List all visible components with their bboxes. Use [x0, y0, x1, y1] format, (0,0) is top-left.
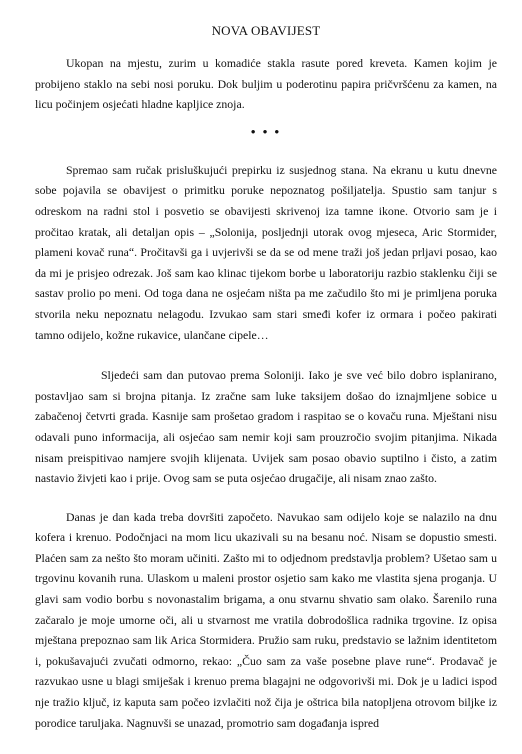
document-title: NOVA OBAVIJEST: [211, 23, 321, 38]
paragraph-4: Danas je dan kada treba dovršiti započeto. Navukao sam odijelo koje se nalazilo na dnu kofera i krenuo. Podočnjaci na mom licu ukazivali su na besanu noć. Nisam se dopustio smesti. Plaćen sam za nešto što moram učiniti. Zašto mi to odjednom predstavlja problem? Ušetao sam u trgovinu kovanih runa. Ulaskom u maleni prostor osjetio sam kako me vlastita sjena proganja. U glavi sam vodio borbu s novonastalim brigama, a onu stvarnu shvatio sam olako. Šarenilo runa začaralo je moje umorne oči, ali u stvarnost me vratila dobrodošlica radnika trgovine. Iz opisa mještana prepoznao sam lik Arica Stormidera. Pružio sam ruku, predstavio se lažnim identitetom i, pokušavajući zvučati odmorno, rekao: „Čuo sam za vaše posebne plave rune“. Prodavač je razvukao usne u blagi smiješak i krenuo prema blagajni ne odgovorivši mi. Dok je u ladici ispod nje tražio ključ, iz kaputa sam počeo izvlačiti nož čija je oštrica bila natopljena otrovom biljke iz porodice taruljaka. Nagnuvši se unazad, promotrio sam događanja ispred: [35, 509, 497, 730]
paragraph-gap: [35, 345, 497, 365]
paragraph-gap: [35, 489, 497, 507]
paragraph-2: Spremao sam ručak prisluškujući prepirku iz susjednog stana. Na ekranu u kutu dnevne sobe pojavila se obavijest o primitku poruke nepoznatog pošiljatelja. Spustio sam tanjur s odreskom na radni stol i posvetio se obavijesti skrivenoj iza tamne ikone. Otvorio sam je i pročitao kratak, ali detaljan opis – „Solonija, posljednji utorak ovog mjeseca, Aric Stormider, plameni kovač runa“. Pročitavši ga i uvjerivši se da se od mene traži još jedan prljavi posao, kao da mi je prisjeo odrezak. Još sam kao klinac tijekom borbe u laboratoriju razbio staklenku čiji se sastav prolio po meni. Od toga dana ne osjećam ništa pa me začudilo što mi je primljena poruka stvorila neku nepoznatu nelagodu. Izvukao sam stari smeđi kofer iz ormara i počeo pakirati tamno odijelo, kožne rukavice, ulančane cipele…: [35, 162, 497, 342]
section-separator: • • •: [250, 123, 282, 139]
paragraph-1: Ukopan na mjestu, zurim u komadiće stakla rasute pored kreveta. Kamen kojim je probijeno staklo na sebi nosi poruku. Dok buljim u poderotinu papira pričvršćenu za kamen, na licu počinjem osjećati hladne kapljice znoja.: [35, 56, 497, 112]
paragraph-3: Sljedeći sam dan putovao prema Soloniji. Iako je sve već bilo dobro isplanirano, postavljao sam si brojna pitanja. Iz zračne sam luke taksijem došao do iznajmljene sobice u zabačenoj četvrti grada. Kasnije sam prošetao gradom i raspitao se o kovaču runa. Mještani nisu odavali puno informacija, ali osjećao sam nemir koji sam prouzročio svojim pitanjima. Nikada nisam preispitivao namjere svojih klijenata. Uvijek sam posao obavio suptilno i čisto, a zatim nastavio živjeti kao i prije. Ovog sam se puta osjećao drugačije, ali nisam znao zašto.: [35, 368, 497, 486]
document-page: [35, 0, 497, 733]
